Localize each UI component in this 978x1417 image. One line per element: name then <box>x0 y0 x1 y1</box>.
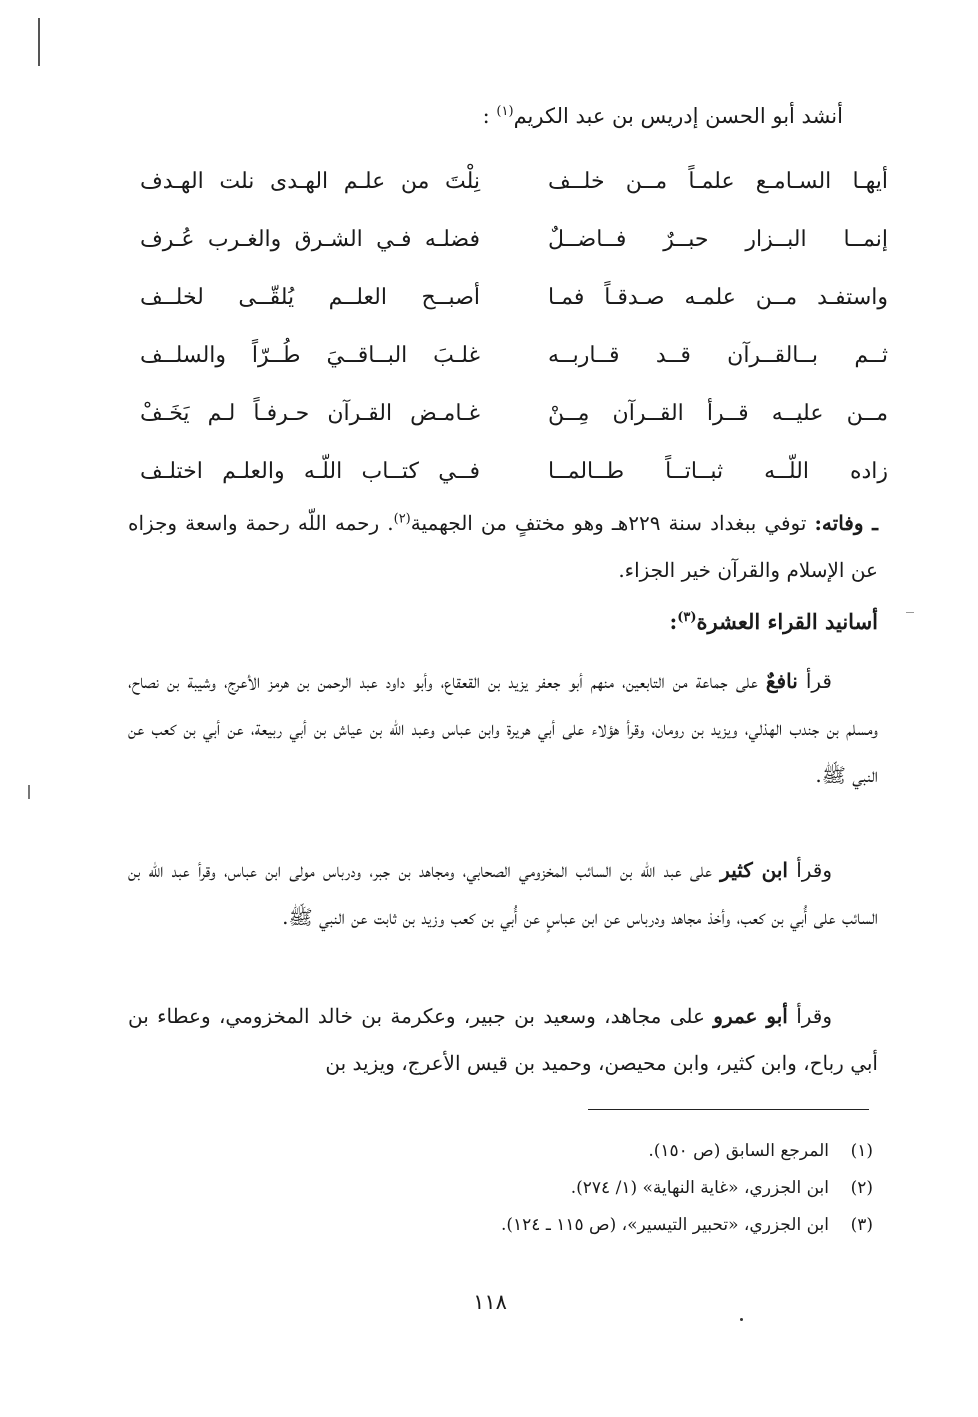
intro-text: أنشد أبو الحسن إدريس بن عبد الكريم <box>513 104 843 128</box>
reader-name: ابن كثير <box>720 858 788 882</box>
intro-colon: : <box>482 104 490 128</box>
scan-speck <box>906 612 914 613</box>
paragraph-text: وقرأ <box>787 858 833 882</box>
footnote-ref[interactable]: (٣) <box>677 610 697 625</box>
paragraph-text: وقرأ <box>787 1004 833 1028</box>
section-heading-text: أسانيد القراء العشرة <box>696 609 878 634</box>
footnote-number: (٣) <box>850 1215 873 1235</box>
paragraph-ibn-kathir <box>128 847 878 941</box>
scan-margin-mark <box>38 18 40 66</box>
section-heading-colon: : <box>669 609 678 634</box>
verse <box>140 152 888 210</box>
death-text-continued: . رحمه اللّه رحمة واسعة وجزاه عن الإسلام والقرآن خير الجزاء. <box>128 511 878 582</box>
section-heading <box>669 600 878 644</box>
footnote-item <box>501 1170 873 1207</box>
footnote-text: ابن الجزري، «غاية النهاية» (١/ ٢٧٤). <box>570 1178 829 1198</box>
verse-second-hemistich: نِلْتَ من علـم الهـدى نلت الهـدف <box>140 168 480 194</box>
scan-speck <box>740 1318 743 1321</box>
verse-first-hemistich: واستفـد مــن علمـه صـدقـاً فمـا <box>548 284 888 310</box>
footnote-number: (١) <box>850 1141 873 1161</box>
footnote-text: ابن الجزري، «تحبير التيسير»، (ص ١١٥ ـ ١٢٤). <box>501 1215 829 1235</box>
verse-first-hemistich: أيهـا السـامـع علمـاً مــن خلــف <box>548 168 888 194</box>
footnotes <box>501 1133 873 1244</box>
footnote-ref[interactable]: (٢) <box>393 511 411 527</box>
verse <box>140 210 888 268</box>
verse-first-hemistich: مــن عليــه قــرأ القــرآن مِــنْ <box>548 400 888 426</box>
paragraph-text: قرأ <box>797 669 832 693</box>
verse <box>140 326 888 384</box>
footnote-text: المرجع السابق (ص ١٥٠). <box>648 1141 829 1161</box>
paragraph-nafi <box>128 658 878 799</box>
paragraph-text: على عبد اللّه بن السائب المخزومي الصحابي، ومجاهد بن جبر، ودرباس مولى ابن عباس، وقرأ عبد اللّه بن السائب على أُبي بن كعب، وأخذ مجاهد ودرباس عن ابن عباسٍ عن أُبي بن كعب وزيد بن ثابت عن النبي ﷺ. <box>128 858 878 929</box>
death-label: ـ وفاته: <box>814 511 879 535</box>
verse-first-hemistich: ثــم بــالقــرآن قــد قــاربــه <box>548 342 888 368</box>
reader-name: أبو عمرو <box>713 1004 788 1028</box>
verse-second-hemistich: غلـبَ البــاقــيَ طُــرّاً والسلــف <box>140 342 480 368</box>
verse <box>140 442 888 500</box>
footnote-number: (٢) <box>850 1178 873 1198</box>
verse-second-hemistich: أصبــح العلــم يُلقّــى لخلــف <box>140 284 480 310</box>
footnote-item <box>501 1133 873 1170</box>
page-number: ١١٨ <box>473 1290 507 1314</box>
scan-speck <box>28 785 30 799</box>
footnote-item <box>501 1207 873 1244</box>
verse-second-hemistich: فضلـه فـي الشـرق والغـرب عُـرف <box>140 226 480 252</box>
poem <box>140 152 888 500</box>
verse-second-hemistich: فــي كتــاب اللّـه والعلـم اختلـف <box>140 458 480 484</box>
paragraph-text: على جماعة من التابعين، منهم أبو جعفر يزيد بن القعقاع، وأبو داود عبد الرحمن بن هرمز الأعرج، وشيبة بن نصاح، ومسلم بن جندب الهذلي، ويزيد بن رومان، وقرأ هؤلاء على أبي هريرة وابن عباس وعبد اللّه بن عياش بن أبي ربيعة، عن أبي بن كعب عن النبي ﷺ. <box>128 669 878 787</box>
verse-first-hemistich: زاده اللّــه ثبــاتــاً طــالمــا <box>548 458 888 484</box>
reader-name: نافعٌ <box>765 669 798 693</box>
death-text: توفي ببغداد سنة ٢٢٩هـ وهو مختفٍ من الجهمية <box>410 511 807 535</box>
footnote-ref[interactable]: (١) <box>496 104 514 119</box>
verse <box>140 268 888 326</box>
verse-second-hemistich: غـامـض القـرآن حـرفـاً لـم يَخَـفْ <box>140 400 480 426</box>
poem-intro <box>483 96 843 136</box>
verse <box>140 384 888 442</box>
footnote-divider <box>588 1109 869 1110</box>
death-paragraph <box>128 500 878 594</box>
paragraph-abu-amr <box>128 993 878 1087</box>
verse-first-hemistich: إنمــا البــزار حبــرٌ فــاضــلٌ <box>548 226 888 252</box>
paragraph-text: على مجاهد، وسعيد بن جبير، وعكرمة بن خالد المخزومي، وعطاء بن أبي رباح، وابن كثير، وابن محيصن، وحميد بن قيس الأعرج، ويزيد بن <box>128 1004 878 1075</box>
